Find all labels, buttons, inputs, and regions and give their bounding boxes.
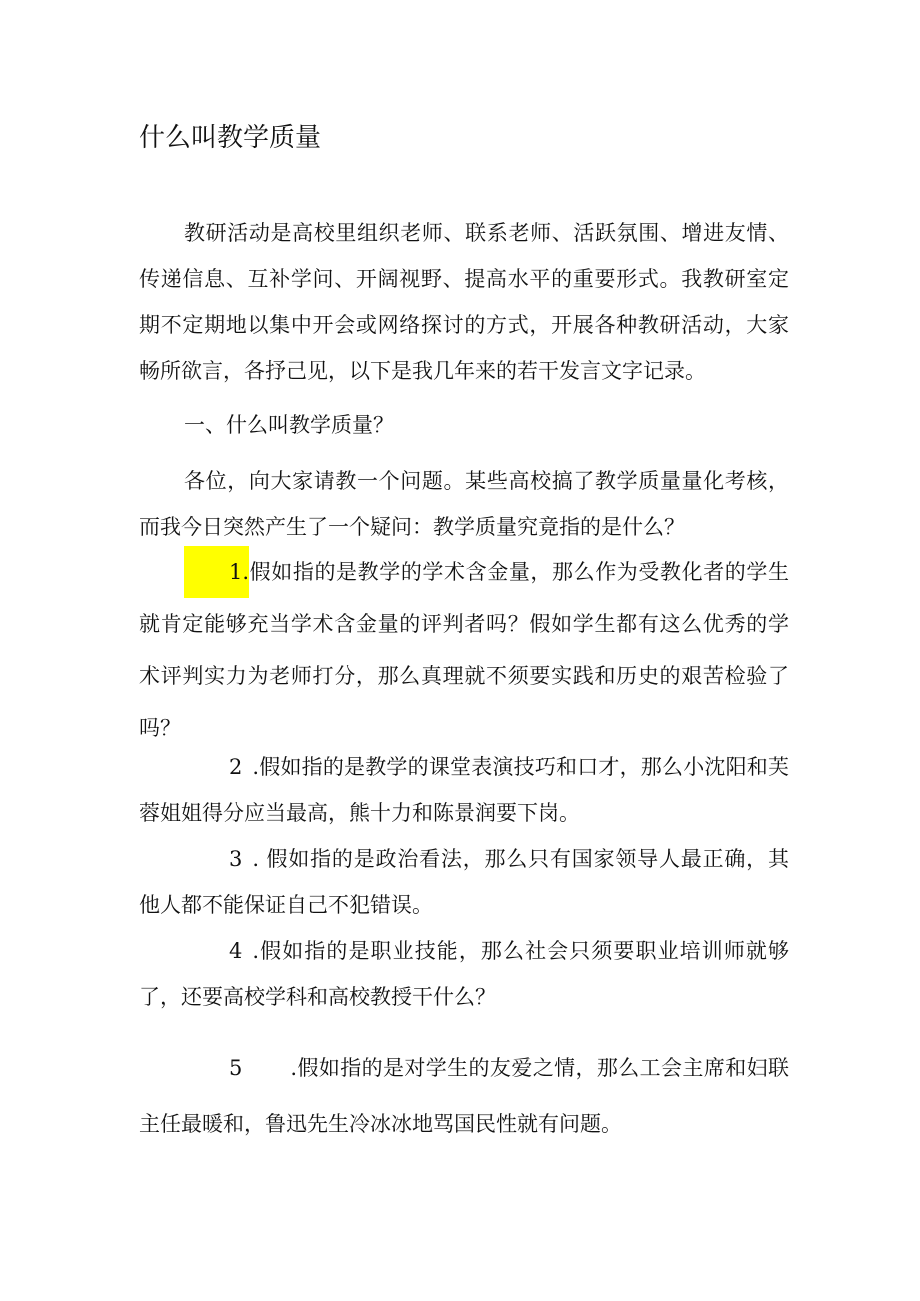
item-text: 假如指的是教学的学术含金量，那么作为受教化者的学生就肯定能够充当学术含金量的评判者吗？假如学生都有这么优秀的学术评判实力为老师打分，那么真理就不须要实践和历史的艰苦检验了吗？ [139,560,789,740]
item-text: .假如指的是对学生的友爱之情，那么工会主席和妇联主任最暖和，鲁迅先生冷冰冰地骂国民性就有问题。 [139,1056,789,1136]
question-paragraph: 各位，向大家请教一个问题。某些高校搞了教学质量量化考核，而我今日突然产生了一个疑问：教学质量究竟指的是什么？ [139,469,789,539]
item-number: 3 [229,847,243,871]
list-item-3 [139,836,789,928]
list-item-5 [139,1040,789,1152]
item-number: 4 [229,939,243,963]
list-item-1 [139,546,789,754]
item-number-highlighted: 1. [184,546,249,598]
list-item-4 [139,928,789,1020]
item-text: . 假如指的是政治看法，那么只有国家领导人最正确，其他人都不能保证自己不犯错误。 [139,847,789,917]
list-item-2 [139,744,789,836]
item-number: 5 [229,1056,243,1080]
section-heading: 一、什么叫教学质量？ [184,413,394,437]
item-number: 2 [229,755,243,779]
item-text: .假如指的是职业技能，那么社会只须要职业培训师就够了，还要高校学科和高校教授干什么？ [139,939,789,1009]
intro-paragraph: 教研活动是高校里组织老师、联系老师、活跃氛围、增进友情、传递信息、互补学问、开阔视野、提高水平的重要形式。我教研室定期不定期地以集中开会或网络探讨的方式，开展各种教研活动，大家畅所欲言，各抒己见，以下是我几年来的若干发言文字记录。 [139,221,789,383]
item-text: .假如指的是教学的课堂表演技巧和口才，那么小沈阳和芙蓉姐姐得分应当最高，熊十力和陈景润要下岗。 [139,755,789,825]
document-title: 什么叫教学质量 [139,123,322,153]
